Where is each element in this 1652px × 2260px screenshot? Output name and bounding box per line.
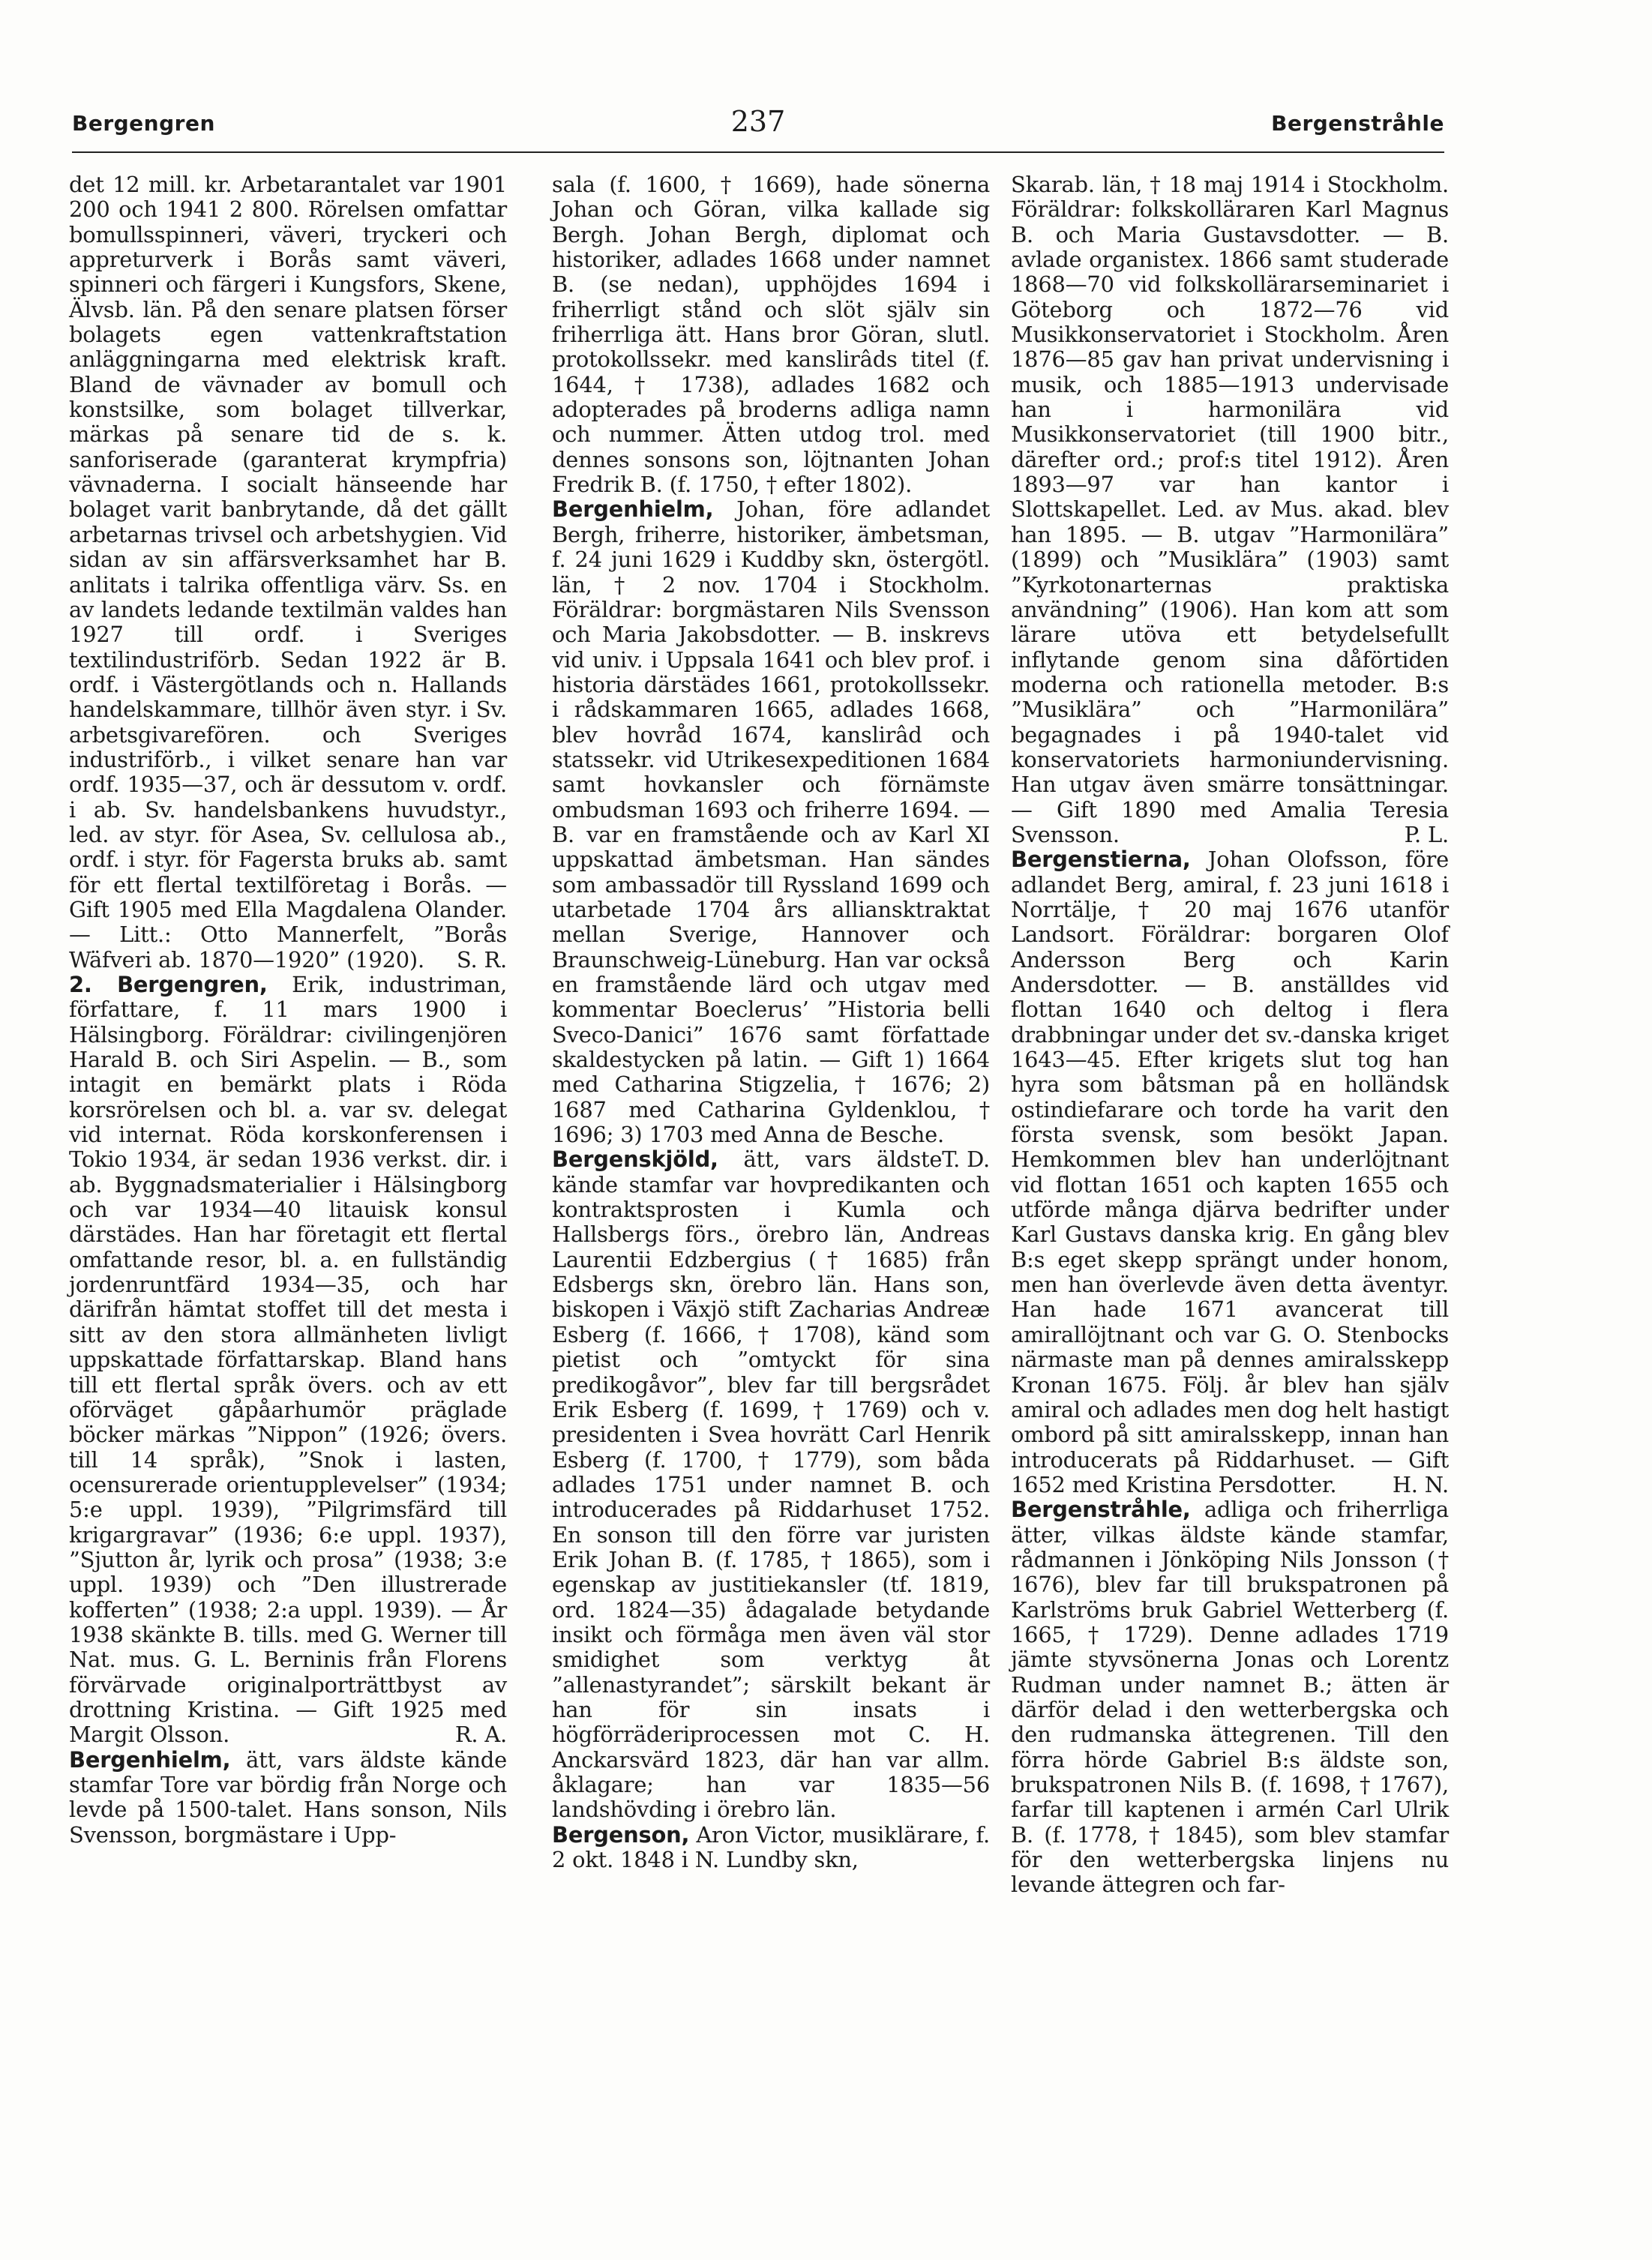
entry [1011,847,1449,1497]
entry [552,1823,990,1873]
header-left-word: Bergengren [72,111,215,136]
page-number: 237 [730,105,786,138]
header-rule [72,151,1444,153]
author-signature: S. R. [456,946,507,973]
entry-text: Johan, före adlandet Bergh, friherre, historiker, ämbetsman, f. 24 juni 1629 i Kuddby skn, östergötl. län, † 2 nov. 1704 i Stockholm. Föräldrar: borgmästaren Nils Svensson och Maria Jakobsdotter. — B. inskrevs vid univ. i Uppsala 1641 och blev prof. i historia därstädes 1661, protokollssekr. i rådskammaren 1665, adlades 1668, blev hovråd 1674, kanslirâd och statssekr. vid Utrikesexpeditionen 1684 samt hovkansler och förnämste ombudsman 1693 och friherre 1694. — B. var en framstående och av Karl XI uppskattad ämbetsman. Han sändes som ambassadör till Ryssland 1699 och utarbetade 1704 års alliansktraktat mellan Sverige, Hannover och Braunschweig-Lüneburg. Han var också en framstående lärd och utgav med kommentar Boeclerus’ ”Historia belli Sveco-Danici” 1676 samt författade skaldestycken på latin. — Gift 1) 1664 med Catharina Stigzelia, † 1676; 2) 1687 med Catharina Gyldenklou, † 1696; 3) 1703 med Anna de Besche. [552,496,990,1148]
entry-heading: Bergenskjöld, [552,1146,718,1173]
author-signature: T. D. [942,1146,990,1173]
paragraph [1011,172,1449,847]
header-right-word: Bergenstråhle [1271,111,1444,136]
entry-heading: Bergenhielm, [552,496,714,523]
entry-heading: Bergenhielm, [69,1746,231,1773]
author-signature: R. A. [454,1722,507,1748]
author-signature: H. N. [1392,1471,1449,1497]
entry-text: Johan Olofsson, före adlandet Berg, amiral, f. 23 juni 1618 i Norrtälje, † 20 maj 1676 utanför Landsort. Föräldrar: borgaren Olof Andersson Berg och Karin Andersdotter. — B. anställdes vid flottan 1640 och deltog i flera drabbningar under det sv.-danska kriget 1643—45. Efter krigets slut tog han hyra som båtsman på en holländsk ostindiefarare och torde ha varit den första svensk, som besökt Japan. Hemkommen blev han underlöjtnant vid flottan 1651 och kapten 1655 och utförde många djärva bedrifter under Karl Gustavs danska krig. En gång blev B:s eget skepp sprängt under honom, men han överlevde även detta äventyr. Han hade 1671 avancerat till amirallöjtnant och var G. O. Stenbocks närmaste man på dennes amiralsskepp Kronan 1675. Följ. år blev han själv amiral och adlades men dog helt hastigt ombord på sitt amiralsskepp, innan han introducerats på Riddarhuset. — Gift 1652 med Kristina Persdotter. [1011,847,1449,1497]
entry-text: ätt, vars äldste kände stamfar var hovpredikanten och kontraktsprosten i Kumla och Hallsbergs förs., örebro län, Andreas Laurentii Edzbergius († 1685) från Edsbergs skn, örebro län. Hans son, biskopen i Växjö stift Zacharias Andreæ Esberg (f. 1666, † 1708), känd som pietist och ”omtyckt för sina predikogåvor”, blev far till bergsrådet Erik Esberg (f. 1699, † 1769) och v. presidenten i Svea hovrätt Carl Henrik Esberg (f. 1700, † 1779), som båda adlades 1751 under namnet B. och introducerades på Riddarhuset 1752. En sonson till den förre var juristen Erik Johan B. (f. 1785, † 1865), som i egenskap av justitiekansler (tf. 1819, ord. 1824—35) ådagalade betydande insikt och förmåga men även väl stor smidighet som verktyg åt ”allenastyrandet”; särskilt bekant är han för sin insats i högförräderiprocessen mot C. H. Anckarsvärd 1823, där han var allm. åklagare; han var 1835—56 landshövding i örebro län. [552,1146,990,1823]
text-column-3 [1011,172,1449,1898]
entry-heading: Bergenstierna, [1011,847,1191,873]
entry [69,973,507,1748]
entry [69,1748,507,1848]
entry-text: Aron Victor, musiklärare, f. 2 okt. 1848 i N. Lundby skn, [552,1821,990,1873]
entry-heading: Bergenson, [552,1821,690,1848]
paragraph [69,172,507,973]
text-column-1 [69,172,507,1848]
paragraph-text: det 12 mill. kr. Arbetarantalet var 1901 200 och 1941 2 800. Rörelsen omfattar bomullsspinneri, väveri, tryckeri och appreturverk i Borås samt väveri, spinneri och färgeri i Kungsfors, Skene, Älvsb. län. På den senare platsen förser bolagets egen vattenkraftstation anläggningarna med elektrisk kraft. Bland de vävnader av bomull och konstsilke, som bolaget tillverkar, märkas på senare tid de s. k. sanforiserade (garanterat krympfria) vävnaderna. I socialt hänseende har bolaget varit banbrytande, då det gällt arbetarnas trivsel och arbetshygien. Vid sidan av sin affärsverksamhet har B. anlitats i talrika offentliga värv. Ss. en av landets ledande textilmän valdes han 1927 till ordf. i Sveriges textilindustriförb. Sedan 1922 är B. ordf. i Västergötlands och n. Hallands handelskammare, tillhör även styr. i Sv. arbetsgivarefören. och Sveriges industriförb., i vilket senare han var ordf. 1935—37, och är dessutom v. ordf. i ab. Sv. handelsbankens huvudstyr., led. av styr. för Asea, Sv. cellulosa ab., ordf. i styr. för Fagersta bruks ab. samt för ett flertal textilföretag i Borås. — Gift 1905 med Ella Magdalena Olander. — Litt.: Otto Mannerfelt, ”Borås Wäfveri ab. 1870—1920” (1920). [69,172,507,973]
entry-heading: Bergenstråhle, [1011,1497,1191,1523]
entry-text: ätt, vars äldste kände stamfar Tore var bördig från Norge och levde på 1500-talet. Hans sonson, Nils Svensson, borgmästare i Upp- [69,1746,507,1848]
entry [552,1147,990,1822]
entry-text: Erik, industriman, författare, f. 11 mars 1900 i Hälsingborg. Föräldrar: civilingenjören Harald B. och Siri Aspelin. — B., som intagit en bemärkt plats i Röda korsrörelsen och bl. a. var sv. delegat vid internat. Röda korskonferensen i Tokio 1934, är sedan 1936 verkst. dir. i ab. Byggnadsmaterialier i Hälsingborg och var 1934—40 litauisk konsul därstädes. Han har företagit ett flertal omfattande resor, bl. a. en fullständig jordenruntfärd 1934—35, och har därifrån hämtat stoffet till det mesta i sitt av den stora allmänheten livligt uppskattade författarskap. Bland hans till ett flertal språk övers. och av ett oförväget gåpåarhumör präglade böcker märkas ”Nippon” (1926; övers. till 14 språk), ”Snok i lasten, ocensurerade orientupplevelser” (1934; 5:e uppl. 1939), ”Pilgrimsfärd till krigargravar” (1936; 6:e uppl. 1937), ”Sjutton år, lyrik och prosa” (1938; 3:e uppl. 1939) och ”Den illustrerade kofferten” (1938; 2:a uppl. 1939). — År 1938 skänkte B. tills. med G. Werner till Nat. mus. G. L. Berninis från Florens förvärvade originalporträttbyst av drottning Kristina. — Gift 1925 med Margit Olsson. [69,972,507,1748]
entry-text: adliga och friherrliga ätter, vilkas äldste kände stamfar, rådmannen i Jönköping Nils Jonsson († 1676), blev far till brukspatronen på Karlströms bruk Gabriel Wetterberg (f. 1665, † 1729). Denne adlades 1719 jämte styvsönerna Jonas och Lorentz Rudman under namnet B.; ätten är därför delad i den wetterbergska och den rudmanska ättegrenen. Till den förra hörde Gabriel B:s äldste son, brukspatronen Nils B. (f. 1698, † 1767), farfar till kaptenen i armén Carl Ulrik B. (f. 1778, † 1845), som blev stamfar för den wetterbergska linjens nu levande ättegren och far- [1011,1497,1449,1898]
running-header [72,105,1444,150]
text-column-2 [552,172,990,1872]
paragraph-text: sala (f. 1600, † 1669), hade sönerna Johan och Göran, vilka kallade sig Bergh. Johan Bergh, diplomat och historiker, adlades 1668 under namnet B. (se nedan), upphöjdes 1694 i friherrligt stånd och slöt själv sin friherrliga ätt. Hans bror Göran, slutl. protokollssekr. med kanslirâds titel (f. 1644, † 1738), adlades 1682 och adopterades på broderns adliga namn och nummer. Ätten utdog trol. med dennes sonsons son, löjtnanten Johan Fredrik B. (f. 1750, † efter 1802). [552,172,990,498]
paragraph [552,172,990,497]
entry [1011,1497,1449,1898]
author-signature: P. L. [1404,821,1449,847]
paragraph-text: Skarab. län, † 18 maj 1914 i Stockholm. Föräldrar: folkskolläraren Karl Magnus B. och Maria Gustavsdotter. — B. avlade organistex. 1866 samt studerade 1868—70 vid folkskollärarseminariet i Göteborg och 1872—76 vid Musikkonservatoriet i Stockholm. Åren 1876—85 gav han privat undervisning i musik, och 1885—1913 undervisade han i harmonilära vid Musikkonservatoriet (till 1900 bitr., därefter ord.; prof:s titel 1912). Åren 1893—97 var han kantor i Slottskapellet. Led. av Mus. akad. blev han 1895. — B. utgav ”Harmonilära” (1899) och ”Musiklära” (1903) samt ”Kyrkotonarternas praktiska användning” (1906). Han kom att som lärare utöva ett betydelsefullt inflytande genom sina dåförtiden moderna och rationella metoder. B:s ”Musiklära” och ”Harmonilära” begagnades i på 1940-talet vid konservatoriets harmoniundervisning. Han utgav även smärre tonsättningar. — Gift 1890 med Amalia Teresia Svensson. [1011,172,1449,847]
entry-heading: 2. Bergengren, [69,972,268,997]
